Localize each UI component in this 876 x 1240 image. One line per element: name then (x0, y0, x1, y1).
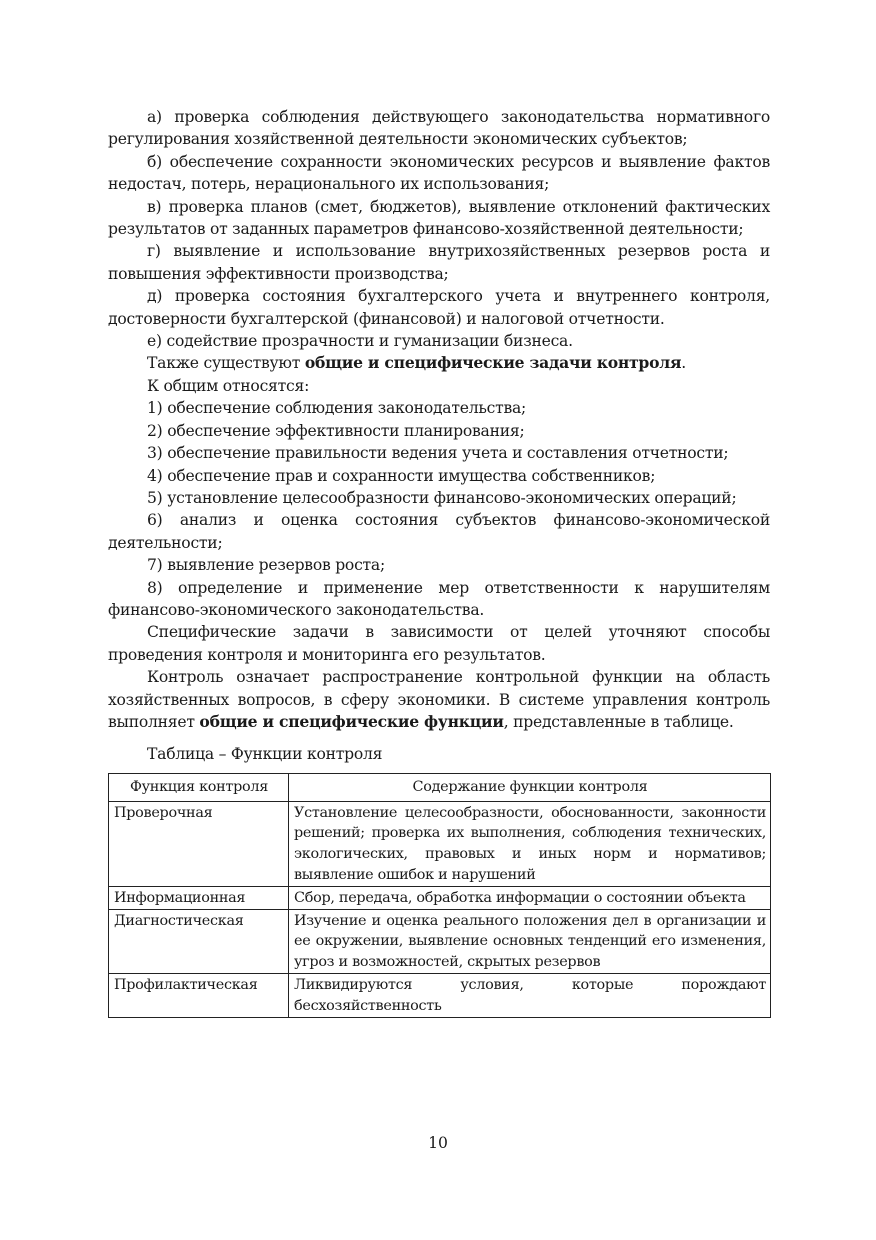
table-row (109, 909, 771, 973)
table-header-row (109, 773, 771, 801)
table-caption: Таблица – Функции контроля (147, 745, 383, 764)
header-content: Содержание функции контроля (289, 773, 771, 801)
general-item-2: 2) обеспечение эффективности планирования; (147, 421, 525, 440)
header-function: Функция контроля (109, 773, 289, 801)
general-item-3: 3) обеспечение правильности ведения учета и составления отчетности; (147, 444, 729, 463)
table-row (109, 886, 771, 909)
page-number: 10 (428, 1134, 448, 1152)
control-sentence (108, 666, 770, 733)
tasks-sentence (108, 352, 770, 374)
cell-content: Сбор, передача, обработка информации о состоянии объекта (289, 886, 771, 909)
paragraph-d: д) проверка состояния бухгалтерского учета и внутреннего контроля, достоверности бухгалтерской (финансовой) и налоговой отчетности. (108, 287, 770, 328)
paragraph-g: г) выявление и использование внутрихозяйственных резервов роста и повышения эффективности производства; (108, 242, 770, 283)
general-item-4: 4) обеспечение прав и сохранности имущества собственников; (147, 466, 656, 485)
cell-content: Изучение и оценка реального положения дел в организации и ее окружении, выявление основных тенденций его изменения, угроз и возможностей, скрытых резервов (289, 909, 771, 973)
control-sentence-before: Контроль означает распространение контрольной функции на область хозяйственных вопросов, в сферу экономики. В системе управления контроль выполняет (108, 668, 770, 731)
tasks-sentence-after: . (681, 354, 686, 373)
paragraph-v: в) проверка планов (смет, бюджетов), выявление отклонений фактических результатов от заданных параметров финансово-хозяйственной деятельности; (108, 197, 770, 239)
cell-content: Установление целесообразности, обоснованности, законности решений; проверка их выполнения, соблюдения технических, экологических, правовых и иных норм и нормативов; выявление ошибок и нарушений (289, 801, 771, 886)
cell-function: Проверочная (109, 801, 289, 886)
control-sentence-bold: общие и специфические функции (199, 711, 504, 731)
specific-sentence: Специфические задачи в зависимости от целей уточняют способы проведения контроля и мониторинга его результатов. (108, 623, 770, 664)
paragraph-e: е) содействие прозрачности и гуманизации бизнеса. (147, 332, 573, 351)
paragraph-a: а) проверка соблюдения действующего законодательства нормативного регулирования хозяйственной деятельности экономических субъектов; (108, 108, 770, 149)
tasks-sentence-bold: общие и специфические задачи контроля (304, 353, 682, 373)
general-item-5: 5) установление целесообразности финансово-экономических операций; (147, 488, 737, 507)
table-row (109, 973, 771, 1017)
general-item-1: 1) обеспечение соблюдения законодательства; (147, 399, 527, 418)
general-item-6: 6) анализ и оценка состояния субъектов финансово-экономической деятельности; (108, 511, 770, 552)
cell-function: Информационная (109, 886, 289, 909)
functions-table (108, 773, 771, 1018)
cell-function: Профилактическая (109, 973, 289, 1017)
cell-content: Ликвидируются условия, которые порождают бесхозяйственность (289, 973, 771, 1017)
general-item-7: 7) выявление резервов роста; (147, 556, 385, 575)
paragraph-b: б) обеспечение сохранности экономических ресурсов и выявление фактов недостач, потерь, нерационального их использования; (108, 152, 770, 194)
general-intro: К общим относятся: (147, 376, 310, 395)
control-sentence-after: , представленные в таблице. (503, 712, 734, 731)
general-item-8: 8) определение и применение мер ответственности к нарушителям финансово-экономического законодательства. (108, 578, 770, 619)
table-row (109, 801, 771, 886)
tasks-sentence-before: Также существуют (147, 354, 305, 373)
cell-function: Диагностическая (109, 909, 289, 973)
page-body (108, 106, 770, 1018)
